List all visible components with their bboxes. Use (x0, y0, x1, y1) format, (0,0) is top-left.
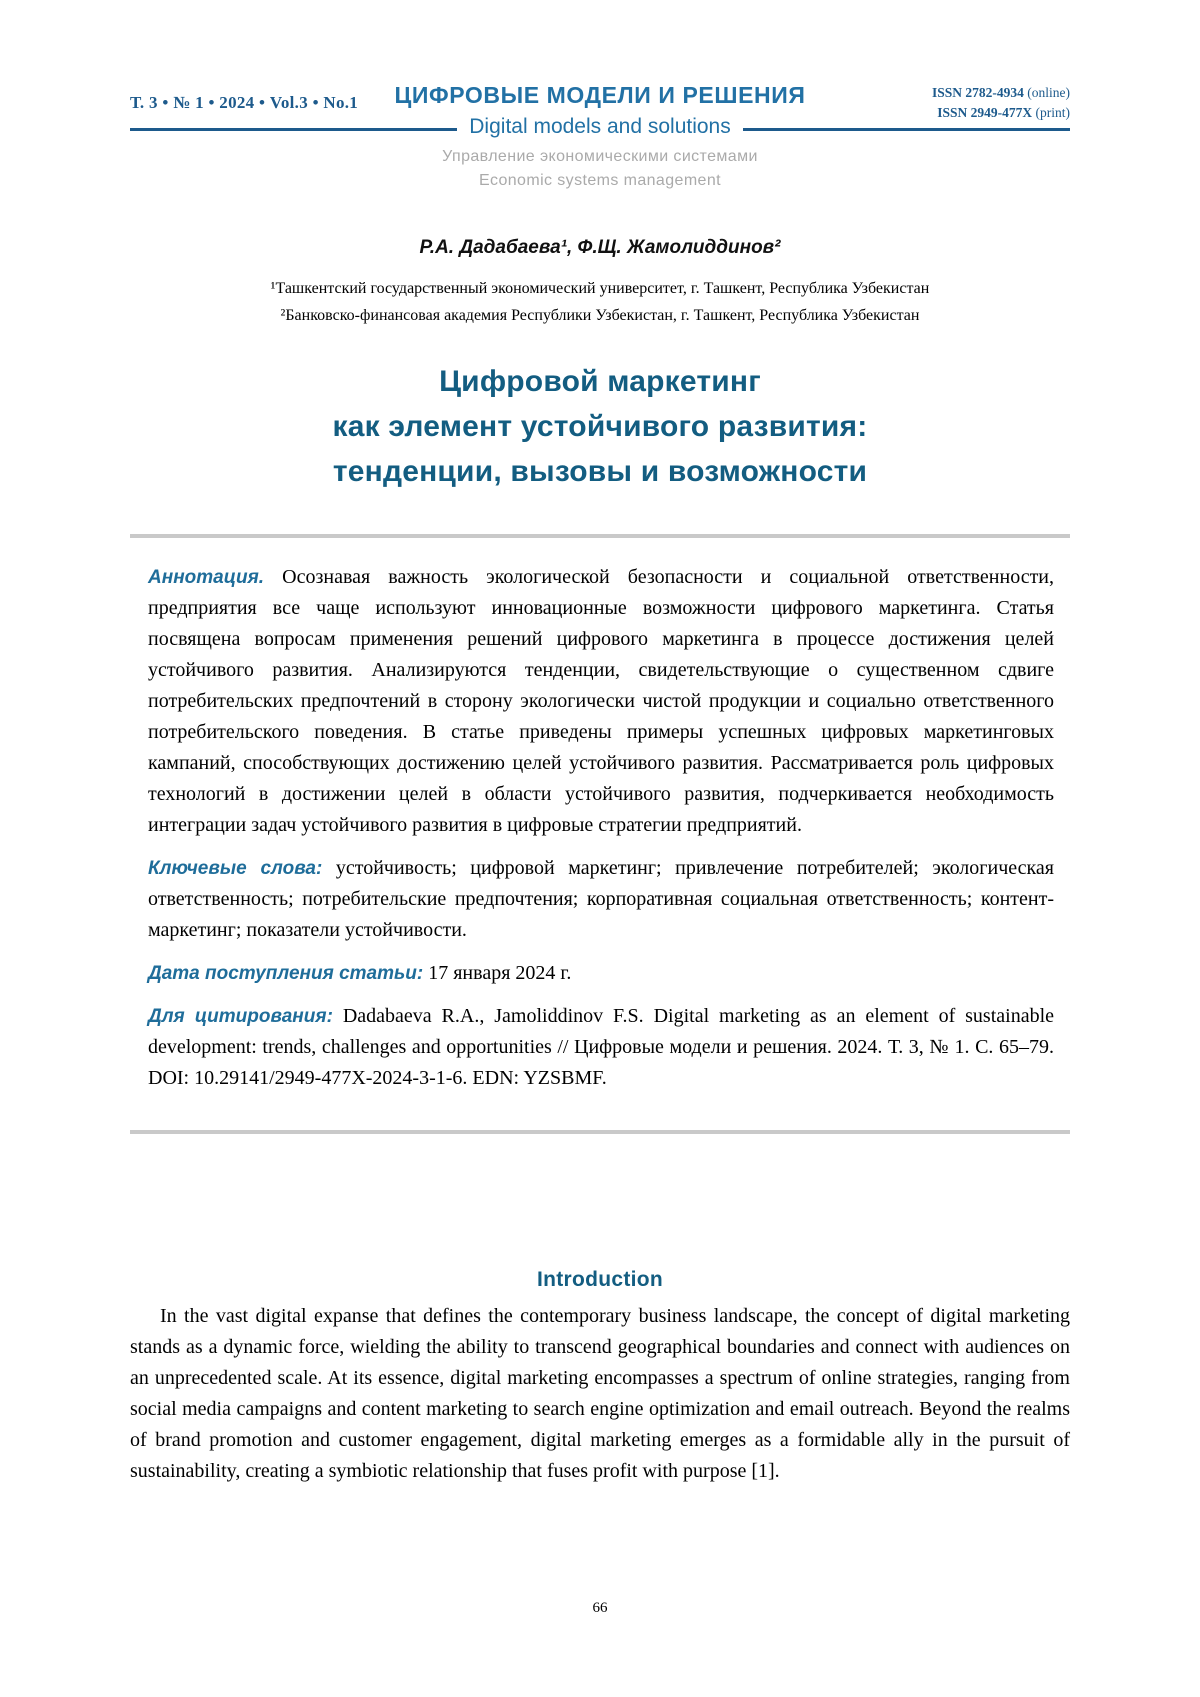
issn-print-number: ISSN 2949-477X (937, 104, 1033, 120)
article-meta-block (148, 562, 1054, 1094)
introduction-heading: Introduction (536, 1268, 664, 1292)
introduction-section (130, 1268, 1070, 1487)
introduction-paragraph: In the vast digital expanse that defines the contemporary business landscape, the concept of digital marketing stands as a dynamic force, wielding the ability to transcend geographical boundaries and connect with audiences on an unprecedented scale. At its essence, digital marketing encompasses a spectrum of online strategies, ranging from social media campaigns and content marketing to search engine optimization and email outreach. Beyond the realms of brand promotion and customer engagement, digital marketing emerges as a formidable ally in the pursuit of sustainability, creating a symbiotic relationship that fuses profit with purpose [1]. (130, 1305, 1070, 1483)
header-rule-row (130, 115, 1070, 138)
keywords-paragraph (148, 853, 1054, 946)
issue-volume-info: Т. 3 • № 1 • 2024 • Vol.3 • No.1 (130, 93, 359, 112)
abstract-label: Аннотация. (148, 567, 265, 589)
header-rule-left (130, 128, 457, 131)
header-top-row (130, 0, 1070, 122)
issn-block (932, 82, 1070, 122)
affiliation-1: ¹Ташкентский государственный экономический университет, г. Ташкент, Республика Узбекистан (270, 280, 930, 298)
header-rule-right (743, 128, 1070, 131)
article-title-line-2: как элемент устойчивого развития: (332, 410, 868, 444)
journal-section-labels (130, 145, 1070, 193)
authors-line: Р.А. Дадабаева¹, Ф.Щ. Жамолиддинов² (419, 237, 781, 259)
issn-online-number: ISSN 2782-4934 (931, 85, 1024, 100)
keywords-label: Ключевые слова: (148, 858, 323, 880)
divider-bottom (130, 1130, 1070, 1134)
issn-print-suffix: (print) (1032, 104, 1070, 120)
journal-title-en: Digital models and solutions (469, 115, 731, 139)
issn-online-suffix: (online) (1023, 85, 1070, 100)
abstract-text: Осознавая важность экологической безопасности и социальной ответственности, предприятия все чаще используют инновационные возможности цифрового маркетинга. Статья посвящена вопросам применения решений цифрового маркетинга в процессе достижения целей устойчивого развития. Анализируются тенденции, свидетельствующие о существенном сдвиге потребительских предпочтений в сторону экологически чистой продукции и социально ответственного потребительского поведения. В статье приведены примеры успешных цифровых маркетинговых кампаний, способствующих достижению целей устойчивого развития. Рассматривается роль цифровых технологий в достижении целей в области устойчивого развития, подчеркивается необходимость интеграции задач устойчивого развития в цифровые стратегии предприятий. (148, 566, 1055, 837)
section-label-ru: Управление экономическими системами (442, 148, 758, 166)
page-number: 66 (592, 1600, 608, 1616)
divider-top (130, 534, 1070, 538)
issn-online (932, 83, 1070, 103)
article-title-line-3: тенденции, вызовы и возможности (332, 455, 868, 489)
abstract-paragraph (148, 562, 1054, 841)
affiliations (130, 275, 1070, 329)
page-header (130, 0, 1070, 193)
received-date-label: Дата поступления статьи: (148, 963, 424, 985)
keywords-text: устойчивость; цифровой маркетинг; привлечение потребителей; экологическая ответственность; потребительские предпочтения; корпоративная социальная ответственность; контент-маркетинг; показатели устойчивости. (148, 857, 1054, 942)
issn-print (932, 103, 1070, 123)
received-date-paragraph (148, 958, 1054, 989)
article-title-line-1: Цифровой маркетинг (439, 365, 761, 399)
article-title (130, 359, 1070, 494)
received-date-text: 17 января 2024 г. (428, 962, 572, 985)
journal-title-ru: ЦИФРОВЫЕ МОДЕЛИ И РЕШЕНИЯ (394, 82, 806, 108)
section-label-en: Economic systems management (478, 172, 721, 190)
citation-text: Dadabaeva R.A., Jamoliddinov F.S. Digital marketing as an element of sustainable development: trends, challenges and opportunities // Цифровые модели и решения. 2024. Т. 3, № 1. С. 65–79. DOI: 10.29141/2949-477X-2024-3-1-6. EDN: YZSBMF. (148, 1005, 1055, 1090)
citation-paragraph (148, 1001, 1054, 1094)
affiliation-2: ²Банковско-финансовая академия Республики Узбекистан, г. Ташкент, Республика Узбекистан (280, 307, 920, 325)
citation-label: Для цитирования: (148, 1006, 333, 1028)
